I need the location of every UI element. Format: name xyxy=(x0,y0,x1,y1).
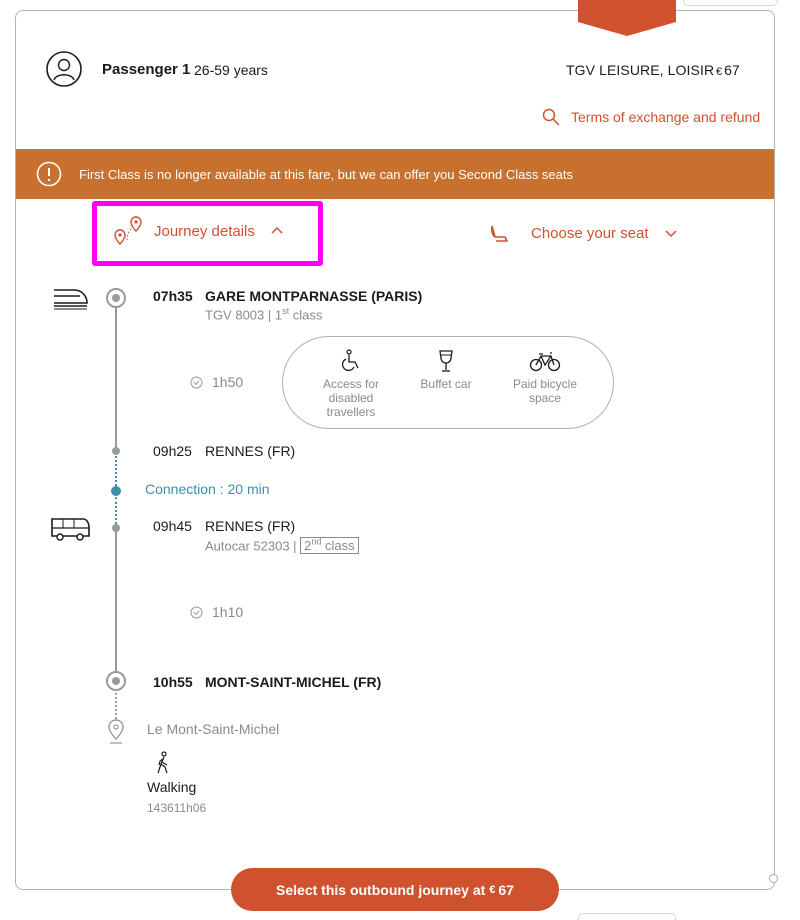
chevron-down-icon xyxy=(665,227,677,239)
corner-tab xyxy=(683,0,778,6)
journey-card xyxy=(15,10,775,890)
chevron-up-icon xyxy=(271,225,283,237)
passenger-age: 26-59 years xyxy=(194,62,268,78)
bus-arrive-time: 10h55 xyxy=(153,674,193,690)
bus-arrive-station: MONT-SAINT-MICHEL (FR) xyxy=(205,674,382,690)
amenity-label: Paid bicycle space xyxy=(512,377,578,405)
amenities-panel xyxy=(282,336,614,429)
timeline-bus-line xyxy=(115,532,117,674)
walking-label: Walking xyxy=(147,779,197,795)
amenity-label: Access for disabled travellers xyxy=(322,377,379,419)
train-arrive-time: 09h25 xyxy=(153,443,192,459)
wine-glass-icon xyxy=(437,349,455,373)
fare-warning-banner xyxy=(16,149,774,199)
select-button-currency: € xyxy=(489,883,496,896)
amenity-disabled-access xyxy=(315,349,387,419)
bus-duration xyxy=(190,604,243,620)
walking-duration: 143611h06 xyxy=(147,801,207,815)
journey-details-label: Journey details xyxy=(154,222,255,240)
train-number xyxy=(205,306,322,322)
clock-icon xyxy=(190,606,203,619)
train-number-text: TGV 8003 | xyxy=(205,307,275,323)
passenger-name: Passenger 1 xyxy=(102,61,191,78)
train-class-sup: st xyxy=(282,306,290,316)
train-class-word: class xyxy=(289,307,323,323)
train-class-num: 1 xyxy=(274,307,283,323)
timeline-node-arrival xyxy=(112,447,120,455)
amenity-bicycle xyxy=(505,349,585,405)
timeline-connection-line-bottom xyxy=(115,497,117,524)
timeline-train-line xyxy=(115,306,117,448)
choose-seat-label: Choose your seat xyxy=(531,224,649,242)
timeline-connection-line-top xyxy=(115,456,117,486)
fare-amount: 67 xyxy=(724,62,740,78)
bus-class-sup: nd xyxy=(311,537,322,547)
scroll-indicator[interactable] xyxy=(769,874,778,883)
wheelchair-icon xyxy=(340,349,362,373)
banner-message: First Class is no longer available at this fare, but we can offer you Second Class seats xyxy=(79,166,574,182)
bus-class-word: class xyxy=(321,538,355,554)
location-pin-icon xyxy=(107,718,125,744)
destination-label: Le Mont-Saint-Michel xyxy=(147,721,280,737)
connection-info: Connection : 20 min xyxy=(145,481,270,497)
terms-link-label: Terms of exchange and refund xyxy=(571,109,761,125)
journey-details-toggle[interactable] xyxy=(112,215,283,247)
walking-icon xyxy=(154,751,172,775)
timeline-node-start xyxy=(106,288,126,308)
fare-price xyxy=(716,62,740,78)
bus-depart-station: RENNES (FR) xyxy=(205,518,296,534)
train-duration-text: 1h50 xyxy=(212,374,244,390)
fare-name: TGV LEISURE, LOISIR xyxy=(566,62,715,78)
search-icon xyxy=(542,108,560,126)
select-outbound-button[interactable] xyxy=(231,868,559,911)
seat-icon xyxy=(488,222,510,244)
bottom-tab xyxy=(578,913,676,920)
train-depart-station: GARE MONTPARNASSE (PARIS) xyxy=(205,288,423,304)
timeline-node-end xyxy=(106,671,126,691)
clock-icon xyxy=(190,376,203,389)
bus-class-badge xyxy=(300,537,358,554)
user-icon xyxy=(46,51,82,87)
train-icon xyxy=(52,286,89,310)
choose-seat-toggle[interactable] xyxy=(488,222,677,244)
bicycle-icon xyxy=(529,349,561,373)
timeline-node-bus-depart xyxy=(112,524,120,532)
select-button-label: Select this outbound journey at xyxy=(276,881,486,898)
bus-depart-time: 09h45 xyxy=(153,518,192,534)
train-arrive-station: RENNES (FR) xyxy=(205,443,296,459)
ribbon-flag xyxy=(578,0,676,36)
route-pins-icon xyxy=(112,215,146,247)
select-button-price: 67 xyxy=(498,881,514,898)
fare-currency: € xyxy=(716,66,723,78)
bus-icon xyxy=(49,516,91,542)
timeline-node-connection xyxy=(111,486,121,496)
terms-link[interactable] xyxy=(542,108,760,126)
bus-number-text: Autocar 52303 | xyxy=(205,538,301,554)
train-duration xyxy=(190,374,243,390)
bus-class-num: 2 xyxy=(304,538,312,554)
bus-duration-text: 1h10 xyxy=(212,604,244,620)
bus-number xyxy=(205,537,359,553)
amenity-buffet xyxy=(415,349,477,391)
warning-icon xyxy=(36,161,62,187)
train-depart-time: 07h35 xyxy=(153,288,193,304)
amenity-label: Buffet car xyxy=(420,377,472,391)
timeline-walk-line xyxy=(115,693,117,719)
